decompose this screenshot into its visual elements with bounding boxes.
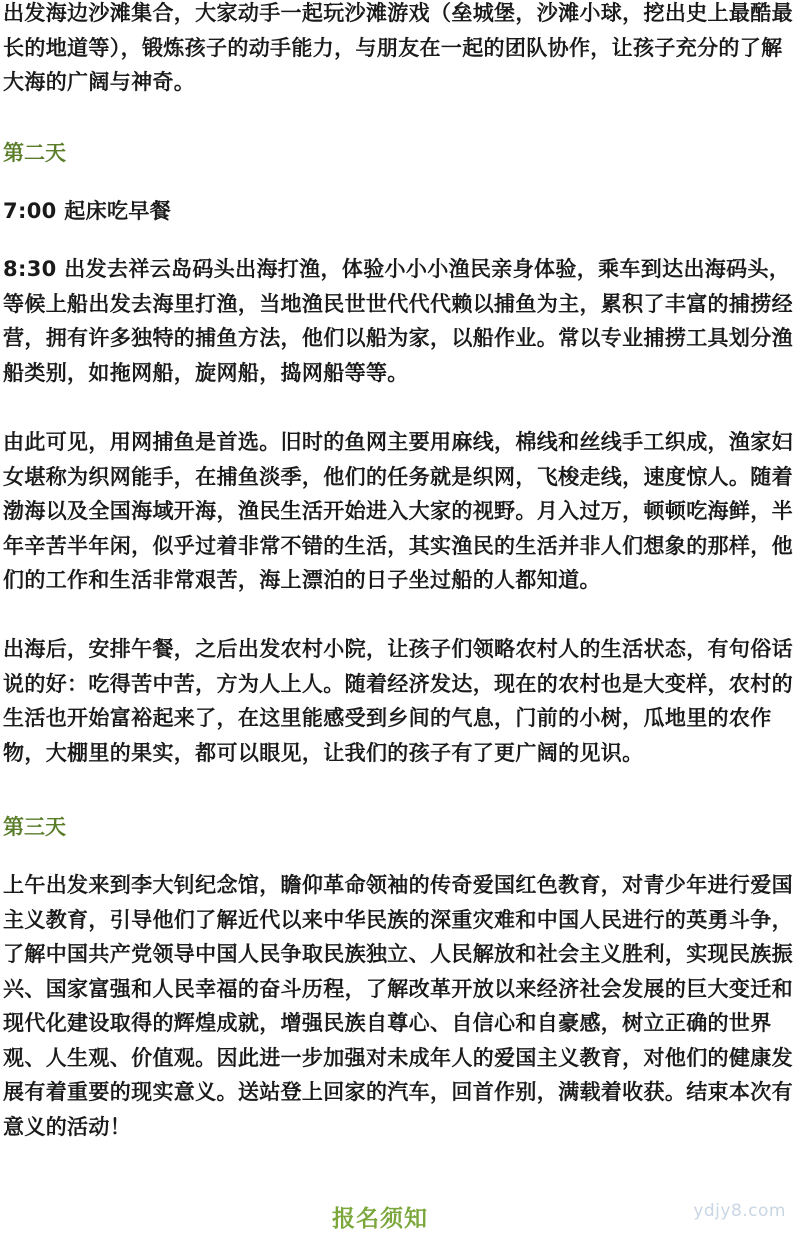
day2-fishing-paragraph: 8:30 出发去祥云岛码头出海打渔，体验小小小渔民亲身体验，乘车到达出海码头，等候上船出发去海里打渔，当地渔民世世代代代赖以捕鱼为主，累积了丰富的捕捞经营，拥有许多独特的捕鱼方法，他们以船为家，以船作业。常以专业捕捞工具划分渔船类别，如拖网船，旋网船，捣网船等等。 [3,257,793,385]
day2-village-paragraph: 出海后，安排午餐，之后出发农村小院，让孩子们领略农村人的生活状态，有句俗话说的好：吃得苦中苦，方为人上人。随着经济发达，现在的农村也是大变样，农村的生活也开始富裕起来了，在这里能感受到乡间的气息，门前的小树，瓜地里的农作物，大棚里的果实，都可以眼见，让我们的孩子有了更广阔的见识。 [3,637,793,765]
day2-net-paragraph: 由此可见，用网捕鱼是首选。旧时的鱼网主要用麻线，棉线和丝线手工织成，渔家妇女堪称为织网能手，在捕鱼淡季，他们的任务就是织网，飞梭走线，速度惊人。随着渤海以及全国海域开海，渔民生活开始进入大家的视野。月入过万，顿顿吃海鲜，半年辛苦半年闲，似乎过着非常不错的生活，其实渔民的生活并非人们想象的那样，他们的工作和生活非常艰苦，海上漂泊的日子坐过船的人都知道。 [3,430,793,592]
day3-heading: 第三天 [3,815,66,839]
day2-heading: 第二天 [3,141,66,165]
site-watermark: ydjy8.com [693,1201,786,1221]
intro-paragraph: 出发海边沙滩集合，大家动手一起玩沙滩游戏（垒城堡，沙滩小球，挖出史上最酷最长的地道等），锻炼孩子的动手能力，与朋友在一起的团队协作，让孩子充分的了解大海的广阔与神奇。 [3,1,793,94]
registration-notice-title: 报名须知 [332,1206,428,1232]
day3-memorial-paragraph: 上午出发来到李大钊纪念馆，瞻仰革命领袖的传奇爱国红色教育，对青少年进行爱国主义教育，引导他们了解近代以来中华民族的深重灾难和中国人民进行的英勇斗争，了解中国共产党领导中国人民争取民族独立、人民解放和社会主义胜利，实现民族振兴、国家富强和人民幸福的奋斗历程，了解改革开放以来经济社会发展的巨大变迁和现代化建设取得的辉煌成就，增强民族自尊心、自信心和自豪感，树立正确的世界观、人生观、价值观。因此进一步加强对未成年人的爱国主义教育，对他们的健康发展有着重要的现实意义。送站登上回家的汽车，回首作别，满载着收获。结束本次有意义的活动！ [3,873,793,1139]
day2-breakfast-paragraph: 7:00 起床吃早餐 [3,199,172,223]
